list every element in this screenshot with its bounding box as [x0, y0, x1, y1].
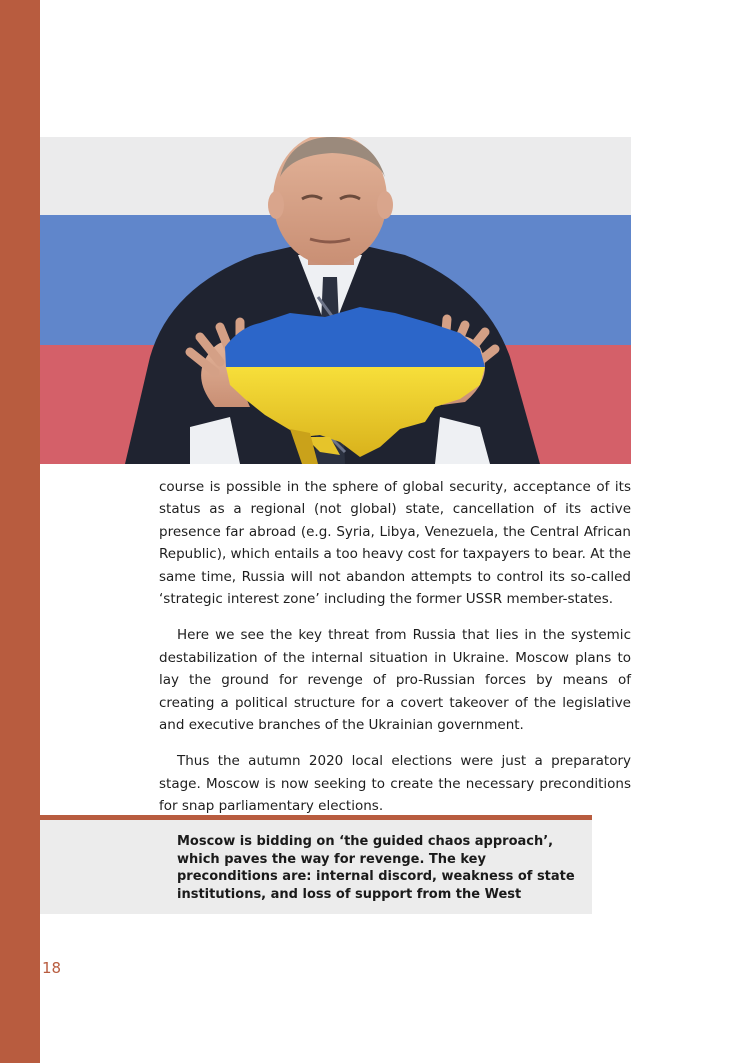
hero-illustration — [40, 137, 631, 464]
page-number: 18 — [42, 959, 62, 977]
paragraph: Thus the autumn 2020 local elections were just a preparatory stage. Moscow is now seeking to create the necessary preconditions for snap parliamentary elections. — [159, 753, 631, 815]
paragraph: Here we see the key threat from Russia that lies in the systemic destabilization of the internal situation in Ukraine. Moscow plans to lay the ground for revenge of pro-Russian forces by means of creating a political structure for a covert takeover of the legislative and executive branches of the Ukrainian government. — [159, 627, 631, 734]
side-accent-bar — [0, 0, 40, 1063]
paragraph: course is possible in the sphere of global security, acceptance of its status as a regional (not global) state, cancellation of its active presence far abroad (e.g. Syria, Libya, Venezuela, the Central African Republic), which entails a too heavy cost for taxpayers to bear. At the same time, Russia will not abandon attempts to control its so-called ‘strategic interest zone’ including the former USSR member-states. — [159, 479, 631, 608]
callout-box — [40, 815, 592, 914]
callout-text: Moscow is bidding on ‘the guided chaos approach’, which paves the way for revenge. The key preconditions are: internal discord, weakness of state institutions, and loss of support from the West — [177, 834, 575, 902]
body-text — [159, 476, 631, 832]
hero-image — [40, 137, 631, 464]
